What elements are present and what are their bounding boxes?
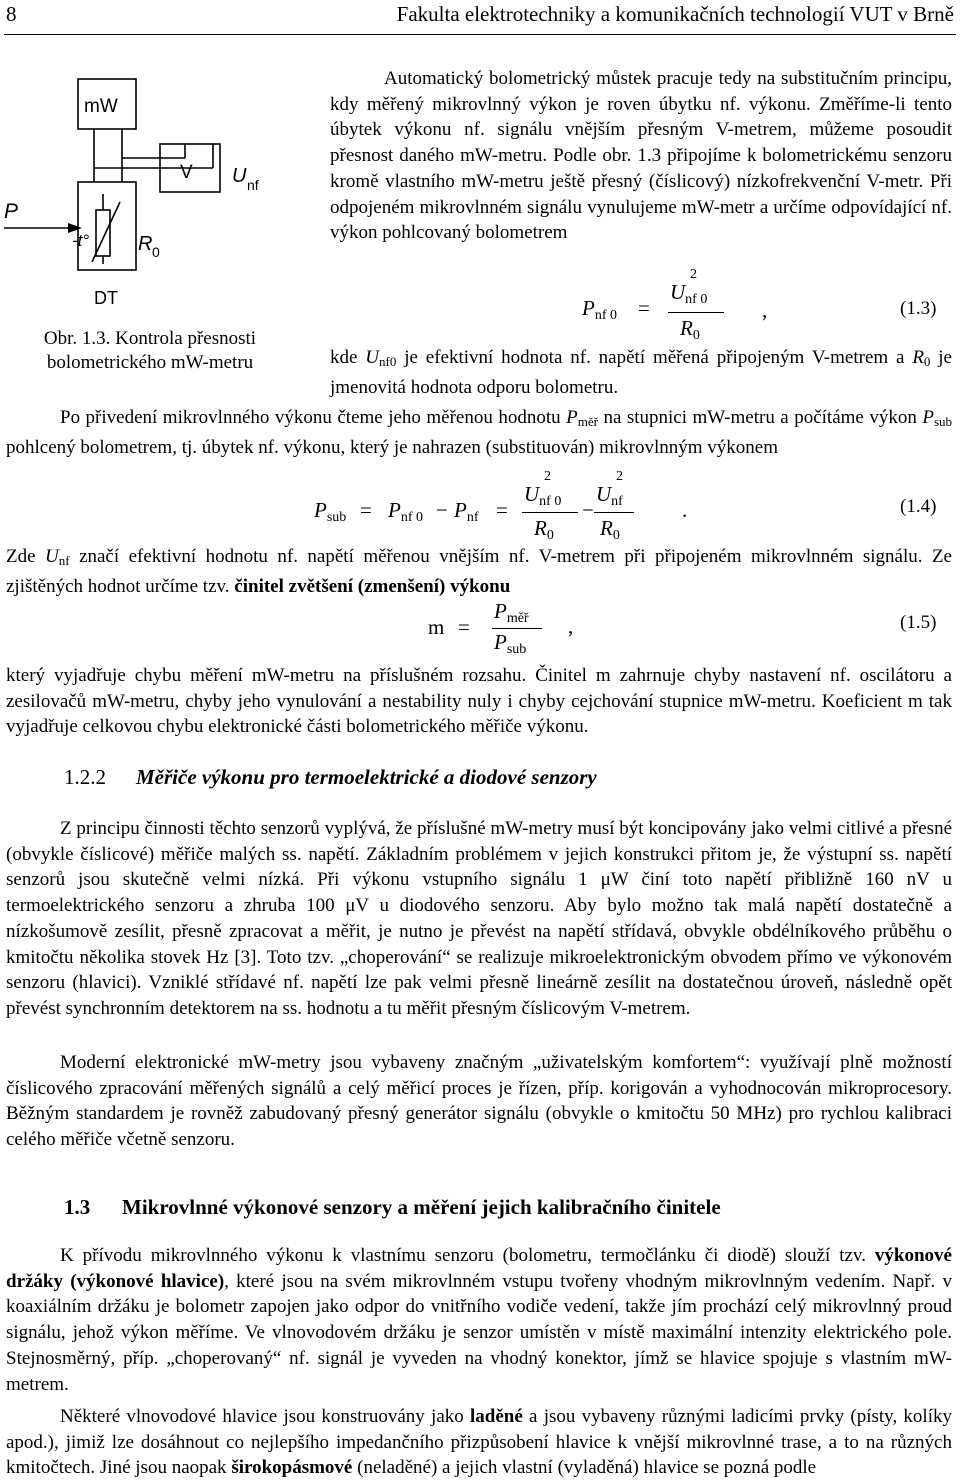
eq13-r: R <box>680 316 693 340</box>
paragraph-3: Po přivedení mikrovlnného výkonu čteme jeho měřenou hodnotu Pměř na stupnici mW-metru a počítáme výkon Psub pohlcený bolometrem, tj. úbytek nf. výkonu, který je nahrazen (substituován) mikrovlnným výkonem <box>6 407 952 458</box>
paragraph-1: Automatický bolometrický můstek pracuje tedy na substitučním principu, kdy měřený mikrovlnný výkon je roven úbytku nf. výkonu. Změříme-li tento úbytek výkonu nf. signálu vnějším přesným V-metrem, můžeme posoudit přesnost daného mW-metru. Podle obr. 1.3 připojíme k bolometrickému senzoru kromě vlastního mW-metru ještě přesný (číslicový) nízkofrekvenční V-metr. Při odpojeném mikrovlnném signálu vynulujeme mW-metr a určíme odpovídající nf. výkon pohlcovaný bolometrem <box>330 68 952 244</box>
eq15-den: $P_{sub}$ <box>494 630 527 657</box>
eq13-p-sub: nf 0 <box>594 308 617 323</box>
eq14-pnf: $P_{nf}$ <box>454 498 479 525</box>
circuit-figure <box>0 60 300 320</box>
eq13-r-sub: 0 <box>692 328 700 343</box>
eq15-equals: = <box>458 615 470 639</box>
label-t: -t° <box>72 231 90 250</box>
eq14-lhs: $P_{sub}$ <box>314 498 347 525</box>
paragraph-4: Zde Unf značí efektivní hodnotu nf. napětí měřenou vnějším nf. V-metrem při připojeném mikrovlnném signálu. Ze zjištěných hodnot určíme tzv. činitel zvětšení (zmenšení) výkonu <box>6 546 952 597</box>
eq14-minus: − <box>436 498 448 522</box>
eq15-frac-line <box>492 628 542 629</box>
figure-caption-line1: Obr. 1.3. Kontrola přesnosti <box>43 328 257 349</box>
paragraph-6: Z principu činnosti těchto senzorů vyplývá, že příslušné mW-metry musí být koncipovány jako velmi citlivé a přesné (obvykle číslicové) měřiče malých ss. napětí. Základním problémem v jejich konstrukci přitom je, že výstupní ss. napětí senzorů jsou skutečně velmi nízká. Při výkonu vstupního signálu 1 μW činí toto napětí přibližně 160 nV u termoelektrického senzoru a zhruba 100 μV u diodového senzoru. Aby bylo možno tak malá napětí dostatečně a nízkošumově zesílit, přesně zpracovat a měřit, je nutno je převést na napětí střídavá, obvykle obdélníkového průběhu o kmitočtu několika stovek Hz [3]. Toto tzv. „choperování“ se realizuje mikroelektronickým obvodem přímo ve výkonovém senzoru (hlavici). Vzniklé střídavé nf. napětí lze pak velmi přesně lineárně zesílit na dostatečnou úroveň, následně opět převést synchronním detektorem na ss. hodnotu a tu měřit přesným číslicovým V-metrem. <box>6 818 952 1019</box>
label-u: U <box>232 165 247 187</box>
eq14-pnf0: $P_{nf 0}$ <box>388 498 423 525</box>
section-1-3-number: 1.3 <box>64 1195 91 1219</box>
eq15-num: $P_{měř}$ <box>494 599 529 626</box>
eq13-u-sup: 2 <box>690 267 697 282</box>
paragraph-9: Některé vlnovodové hlavice jsou konstruovány jako laděné a jsou vybaveny různými ladicími prvky (písty, kolíky apod.), jimiž lze dosáhnout co nejlepšího impedančního přizpůsobení hlavice k vnější mikrovlnné trase, a to na různých kmitočtech. Jiné jsou naopak širokopásmové (neladěné) a jejich vlastní (vyladěná) hlavice se pozná podle <box>6 1406 952 1479</box>
eq15-comma: , <box>568 614 574 638</box>
eq14-den2: $R_0$ <box>600 516 620 543</box>
label-v: V <box>180 162 193 183</box>
paragraph-7: Moderní elektronické mW-metry jsou vybaveny značným „uživatelským komfortem“: využívají plně možností číslicového zpracování měřených signálů a celý měřicí proces je řízen, příp. korigován a vyhodnocován mikroprocesory. Běžným standardem je rovněž zabudovaný přesný generátor signálu (obvykle o kmitočtu 50 MHz) pro rychlou kalibraci celého měřiče včetně senzoru. <box>6 1052 952 1151</box>
eq14-equals: = <box>360 498 372 522</box>
eq13-denominator <box>680 318 700 343</box>
header-rule <box>4 34 956 35</box>
paragraph-8: K přívodu mikrovlnného výkonu k vlastnímu senzoru (bolometru, termočlánku či diodě) slouží tzv. výkonové držáky (výkonové hlavice), které jsou na svém mikrovlnném vstupu tvořeny vhodným mikrovlnným vedením. Např. v koaxiálním držáku je bolometr zapojen jako odpor do vnitřního vodiče vedení, takže jím prochází celý mikrovlnný proud signálu, jehož výkon měříme. Ve vlnovodovém držáku je senzor umístěn v místě maximální intenzity elektrického pole. Stejnosměrný, příp. „choperovaný“ nf. signál je vyveden na vhodný konektor, jímž se hlavice spojuje s vlastním mW-metrem. <box>6 1245 952 1395</box>
eq14-num1-sup: 2 <box>544 469 551 484</box>
paragraph-5: který vyjadřuje chybu měření mW-metru na příslušném rozsahu. Činitel m zahrnuje chyby nastavení nf. oscilátoru a zesilovačů mW-metru, chyby jeho vynulování a nestability nuly i chyby cejchování stupnice mW-metru. Koeficient m tak vyjadřuje celkovou chybu elektronické části bolometrického měřiče výkonu. <box>6 665 952 738</box>
eq13-frac-line <box>668 312 724 313</box>
eq14-number: (1.4) <box>900 496 937 517</box>
eq14-frac-line-1 <box>522 512 578 513</box>
eq13-numerator <box>670 282 707 307</box>
eq13-equals: = <box>638 296 650 320</box>
page-header-title: Fakulta elektrotechniky a komunikačních technologií VUT v Brně <box>396 2 954 26</box>
eq15-m: m <box>428 615 445 639</box>
paragraph-2: kde Unf0 je efektivní hodnota nf. napětí měřená připojeným V-metrem a R0 je jmenovitá hodnota odporu bolometru. <box>330 347 952 398</box>
eq14-minus2: − <box>582 498 594 522</box>
eq13-u-sub: nf 0 <box>685 292 708 307</box>
eq13-p: P <box>582 296 595 320</box>
section-1-3-title: Mikrovlnné výkonové senzory a měření jejich kalibračního činitele <box>122 1195 721 1219</box>
label-mw: mW <box>84 96 118 117</box>
eq14-equals2: = <box>496 498 508 522</box>
eq14-num2-sup: 2 <box>616 469 623 484</box>
eq13-lhs <box>582 298 617 323</box>
label-r-sub: 0 <box>152 244 160 260</box>
label-r: R <box>138 233 153 255</box>
eq14-den1: $R_0$ <box>534 516 554 543</box>
eq14-num1: $U_{nf 0}$ <box>524 482 562 509</box>
eq14-dot: . <box>682 498 688 522</box>
eq14-num2: $U_{nf}$ <box>596 482 623 509</box>
eq14-frac-line-2 <box>594 512 634 513</box>
page-number: 8 <box>6 2 17 26</box>
label-dt: DT <box>94 288 118 308</box>
eq13-comma: , <box>762 298 768 322</box>
label-u-sub: nf <box>247 177 259 193</box>
eq13-u: U <box>670 280 686 304</box>
label-p: P <box>4 200 19 223</box>
eq15-number: (1.5) <box>900 612 937 633</box>
eq13-number: (1.3) <box>900 298 937 319</box>
section-1-2-2-title: Měřiče výkonu pro termoelektrické a diodové senzory <box>136 765 597 789</box>
figure-caption-line2: bolometrického mW-metru <box>46 352 254 373</box>
section-1-2-2-number: 1.2.2 <box>64 765 106 789</box>
